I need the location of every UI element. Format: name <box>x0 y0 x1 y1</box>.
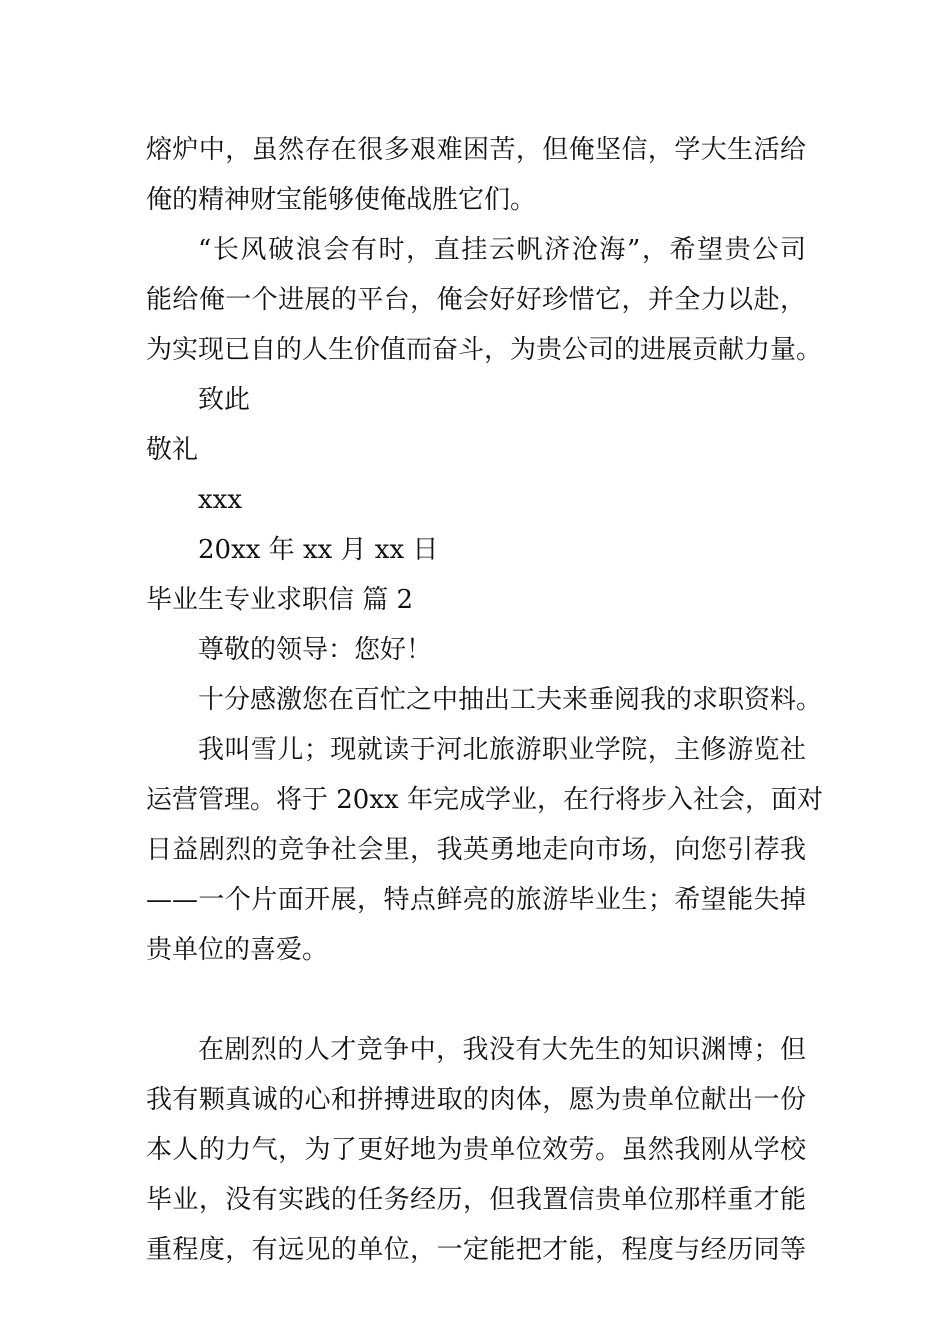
text-line: 日益剧烈的竞争社会里，我英勇地走向市场，向您引荐我 <box>146 835 806 865</box>
text-line: xxx <box>198 485 242 515</box>
text-line: 重程度，有远见的单位，一定能把才能，程度与经历同等 <box>146 1235 806 1265</box>
text-line: 我叫雪儿；现就读于河北旅游职业学院，主修游览社 <box>198 735 806 765</box>
text-line: 能给俺一个进展的平台，俺会好好珍惜它，并全力以赴， <box>146 285 806 315</box>
text-line: 为实现已自的人生价值而奋斗，为贵公司的进展贡献力量。 <box>146 335 823 365</box>
text-line: 熔炉中，虽然存在很多艰难困苦，但俺坚信，学大生活给 <box>146 135 806 165</box>
text-line: 敬礼 <box>146 435 199 465</box>
text-line: 20xx 年 xx 月 xx 日 <box>198 535 439 565</box>
text-line: ——一个片面开展，特点鲜亮的旅游毕业生；希望能失掉 <box>146 885 806 915</box>
letter-text <box>146 125 823 1275</box>
text-line: 在剧烈的人才竞争中，我没有大先生的知识渊博；但 <box>198 1035 806 1065</box>
section-heading: 毕业生专业求职信 篇 2 <box>146 585 414 615</box>
text-line: 十分感激您在百忙之中抽出工夫来垂阅我的求职资料。 <box>198 685 823 715</box>
text-line: 运营管理。将于 20xx 年完成学业，在行将步入社会，面对 <box>146 785 823 815</box>
text-line: 毕业，没有实践的任务经历，但我置信贵单位那样重才能 <box>146 1185 806 1215</box>
text-line: 本人的力气，为了更好地为贵单位效劳。虽然我刚从学校 <box>146 1135 806 1165</box>
text-line: 贵单位的喜爱。 <box>146 935 329 965</box>
text-line: 俺的精神财宝能够使俺战胜它们。 <box>146 185 537 215</box>
text-line: 致此 <box>198 385 251 415</box>
text-line: “长风破浪会有时，直挂云帆济沧海”，希望贵公司 <box>198 235 806 265</box>
text-line: 我有颗真诚的心和拼搏进取的肉体，愿为贵单位献出一份 <box>146 1085 806 1115</box>
blank-line <box>146 975 806 1025</box>
text-line: 尊敬的领导：您好！ <box>198 635 433 665</box>
